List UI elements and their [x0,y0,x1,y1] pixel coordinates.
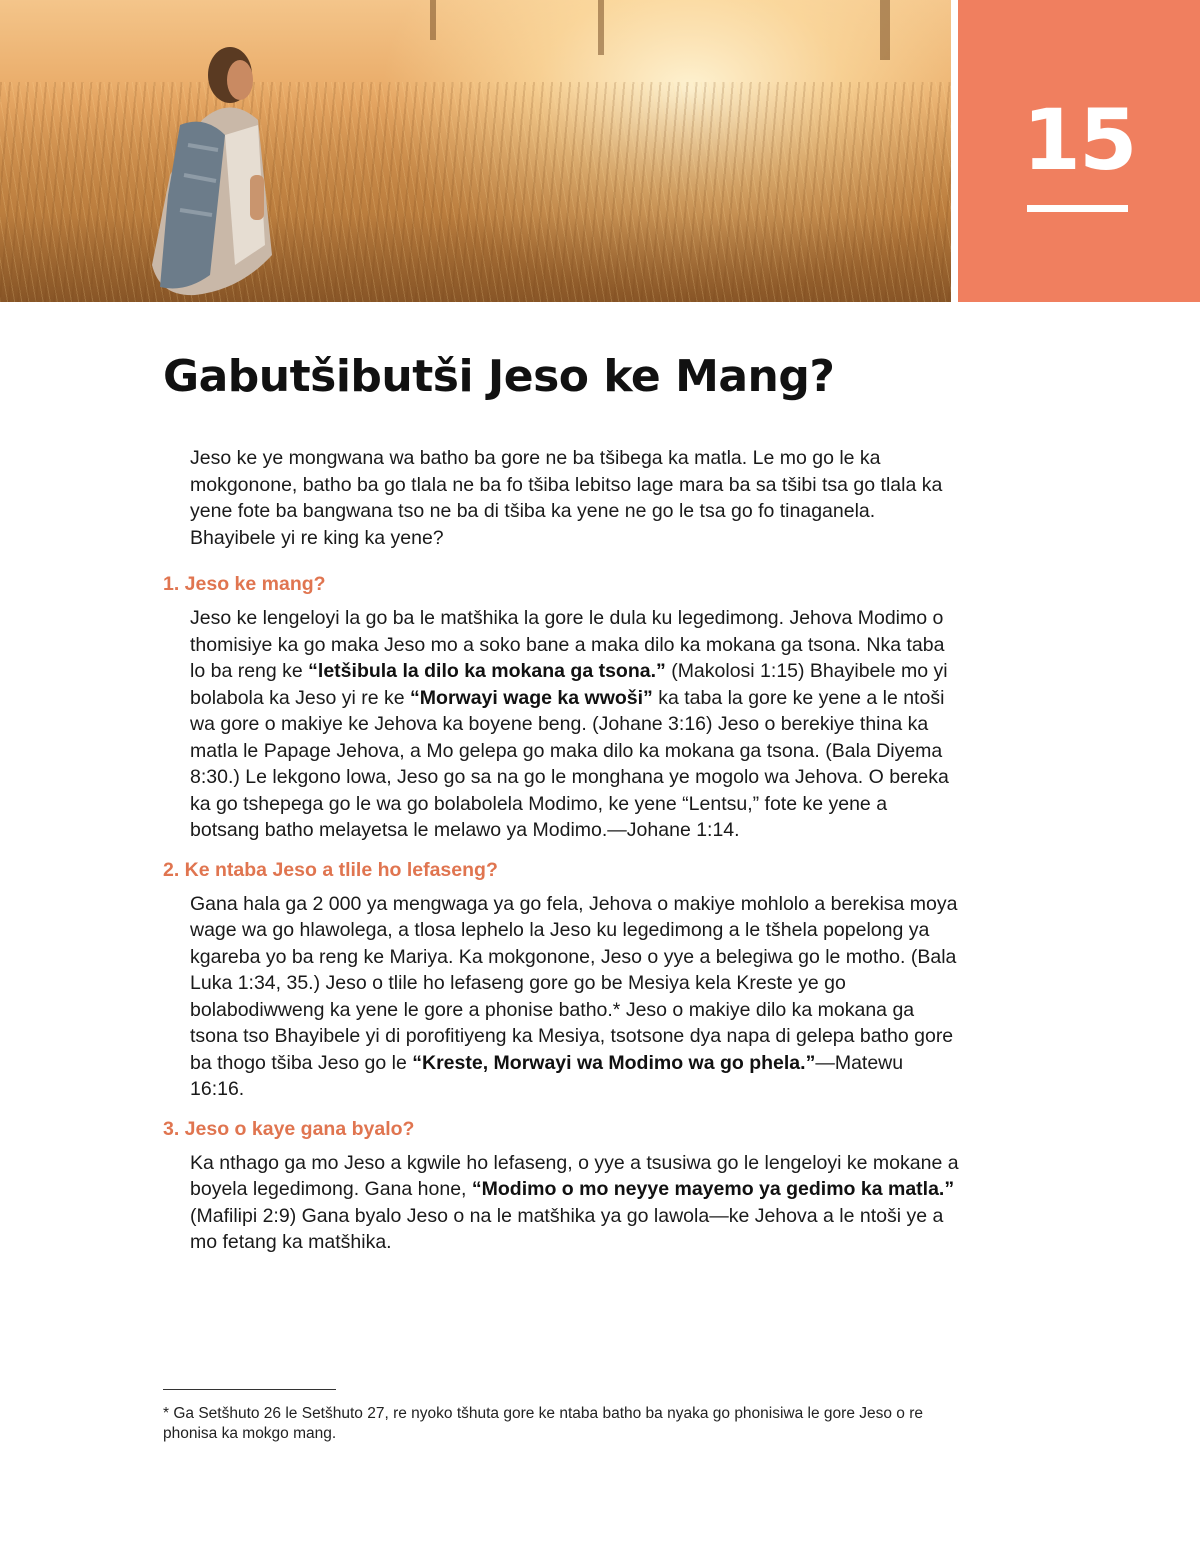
scripture-quote: “Morwayi wage ka wwoši” [410,686,653,709]
scripture-quote: “letšibula la dilo ka mokana ga tsona.” [308,660,666,682]
footnote-divider [163,1389,336,1390]
article-body [163,445,963,1269]
page-title: Gabutšibutši Jeso ke Mang? [163,351,835,402]
intro-paragraph: Jeso ke ye mongwana wa batho ba gore ne ba tšibega ka matla. Le mo go le ka mokgonone, batho ba go tlala ne ba fo tšiba lebitso lage mara ba sa tšibi tsa go tlala ka yene fote ba bangwana tso ne ba di tšiba ka yene ne go le tsa go fo tinaganela. Bhayibele yi re king ka yene? [190,447,943,549]
section-answer [190,891,960,1103]
section-3 [163,1116,963,1256]
footnote: * Ga Setšhuto 26 le Setšhuto 27, re nyoko tšhuta gore ke ntaba batho ba nyaka go phonisiwa le gore Jeso o re phonisa ka mokgo mang. [163,1405,924,1442]
tree-trunk [598,0,604,55]
section-answer [190,605,960,844]
chapter-number: 15 [1022,91,1136,189]
answer-text: Ka nthago ga mo Jeso a kgwile ho lefaseng, o yye a tsusiwa go le lengeloyi ke mokane a boyela legedimong. Gana hone, [190,1151,959,1200]
answer-text: Gana hala ga 2 000 ya mengwaga ya go fela, Jehova o makiye mohlolo a berekisa moya wage wa go hlawolega, a tlosa lephelo la Jeso ku legedimong a le tšhela popelong ya kgareba yo ba reng ke Mariya. Ka mokgonone, Jeso o yye a belegiwa go le motho. (Bala Luka 1:34, 35.) Jeso o tlile ho lefaseng gore go be Mesiya kela Kreste ye go bolabodiwweng ka yene le gore a phonise batho.* Jeso o makiye dilo ka mokana ga tsona tso Bhayibele yi di porofitiyeng ka Mesiya, tsotsone dya napa di gelepa batho gore ba thogo tšiba Jeso go le [190,892,958,1074]
chapter-underline [1027,205,1128,212]
answer-text: (Makolosi 1:15) Bhayibele mo yi bolabola ka Jeso yi re ke [190,660,948,709]
answer-text: —Matewu 16:16. [190,1051,904,1100]
answer-text: (Mafilipi 2:9) Gana byalo Jeso o na le matšhika ya go lawola—ke Jehova a le ntoši ye a mo fetang ka matšhika. [190,1204,944,1253]
man-figure-illustration [140,25,290,302]
section-question: 2. Ke ntaba Jeso a tlile ho lefaseng? [163,858,498,881]
section-answer [190,1150,960,1256]
header-photo [0,0,951,302]
section-2 [163,857,963,1103]
tree-trunk [430,0,436,40]
section-1 [163,571,963,844]
section-question: 3. Jeso o kaye gana byalo? [163,1117,415,1140]
scripture-quote: “Modimo o mo neyye mayemo ya gedimo ka matla.” [471,1178,955,1200]
scripture-quote: “Kreste, Morwayi wa Modimo wa go phela.” [412,1051,816,1074]
chapter-badge [958,0,1200,302]
tree-trunk [880,0,890,60]
answer-text: Jeso ke lengeloyi la go ba le matšhika la gore le dula ku legedimong. Jehova Modimo o thomisiye ka go maka Jeso mo a soko bane a maka dilo ka mokana ga tsona. Nka taba lo ba reng ke [190,607,945,682]
answer-text: ka taba la gore ke yene a le ntoši wa gore o makiye ke Jehova ka boyene beng. (Johane 3:16) Jeso o berekiye thina ka matla le Papage Jehova, a Mo gelepa go maka dilo ka mokana ga tsona. (Bala Diyema 8:30.) Le lekgono lowa, Jeso go sa na go le monghana ye mogolo wa Jehova. O bereka ka go tshepega go le wa go bolabolela Modimo, ke yene “Lentsu,” fote ke yene a botsang batho melayetsa le melawo ya Modimo.—Johane 1:14. [190,686,949,841]
section-question: 1. Jeso ke mang? [163,573,326,595]
